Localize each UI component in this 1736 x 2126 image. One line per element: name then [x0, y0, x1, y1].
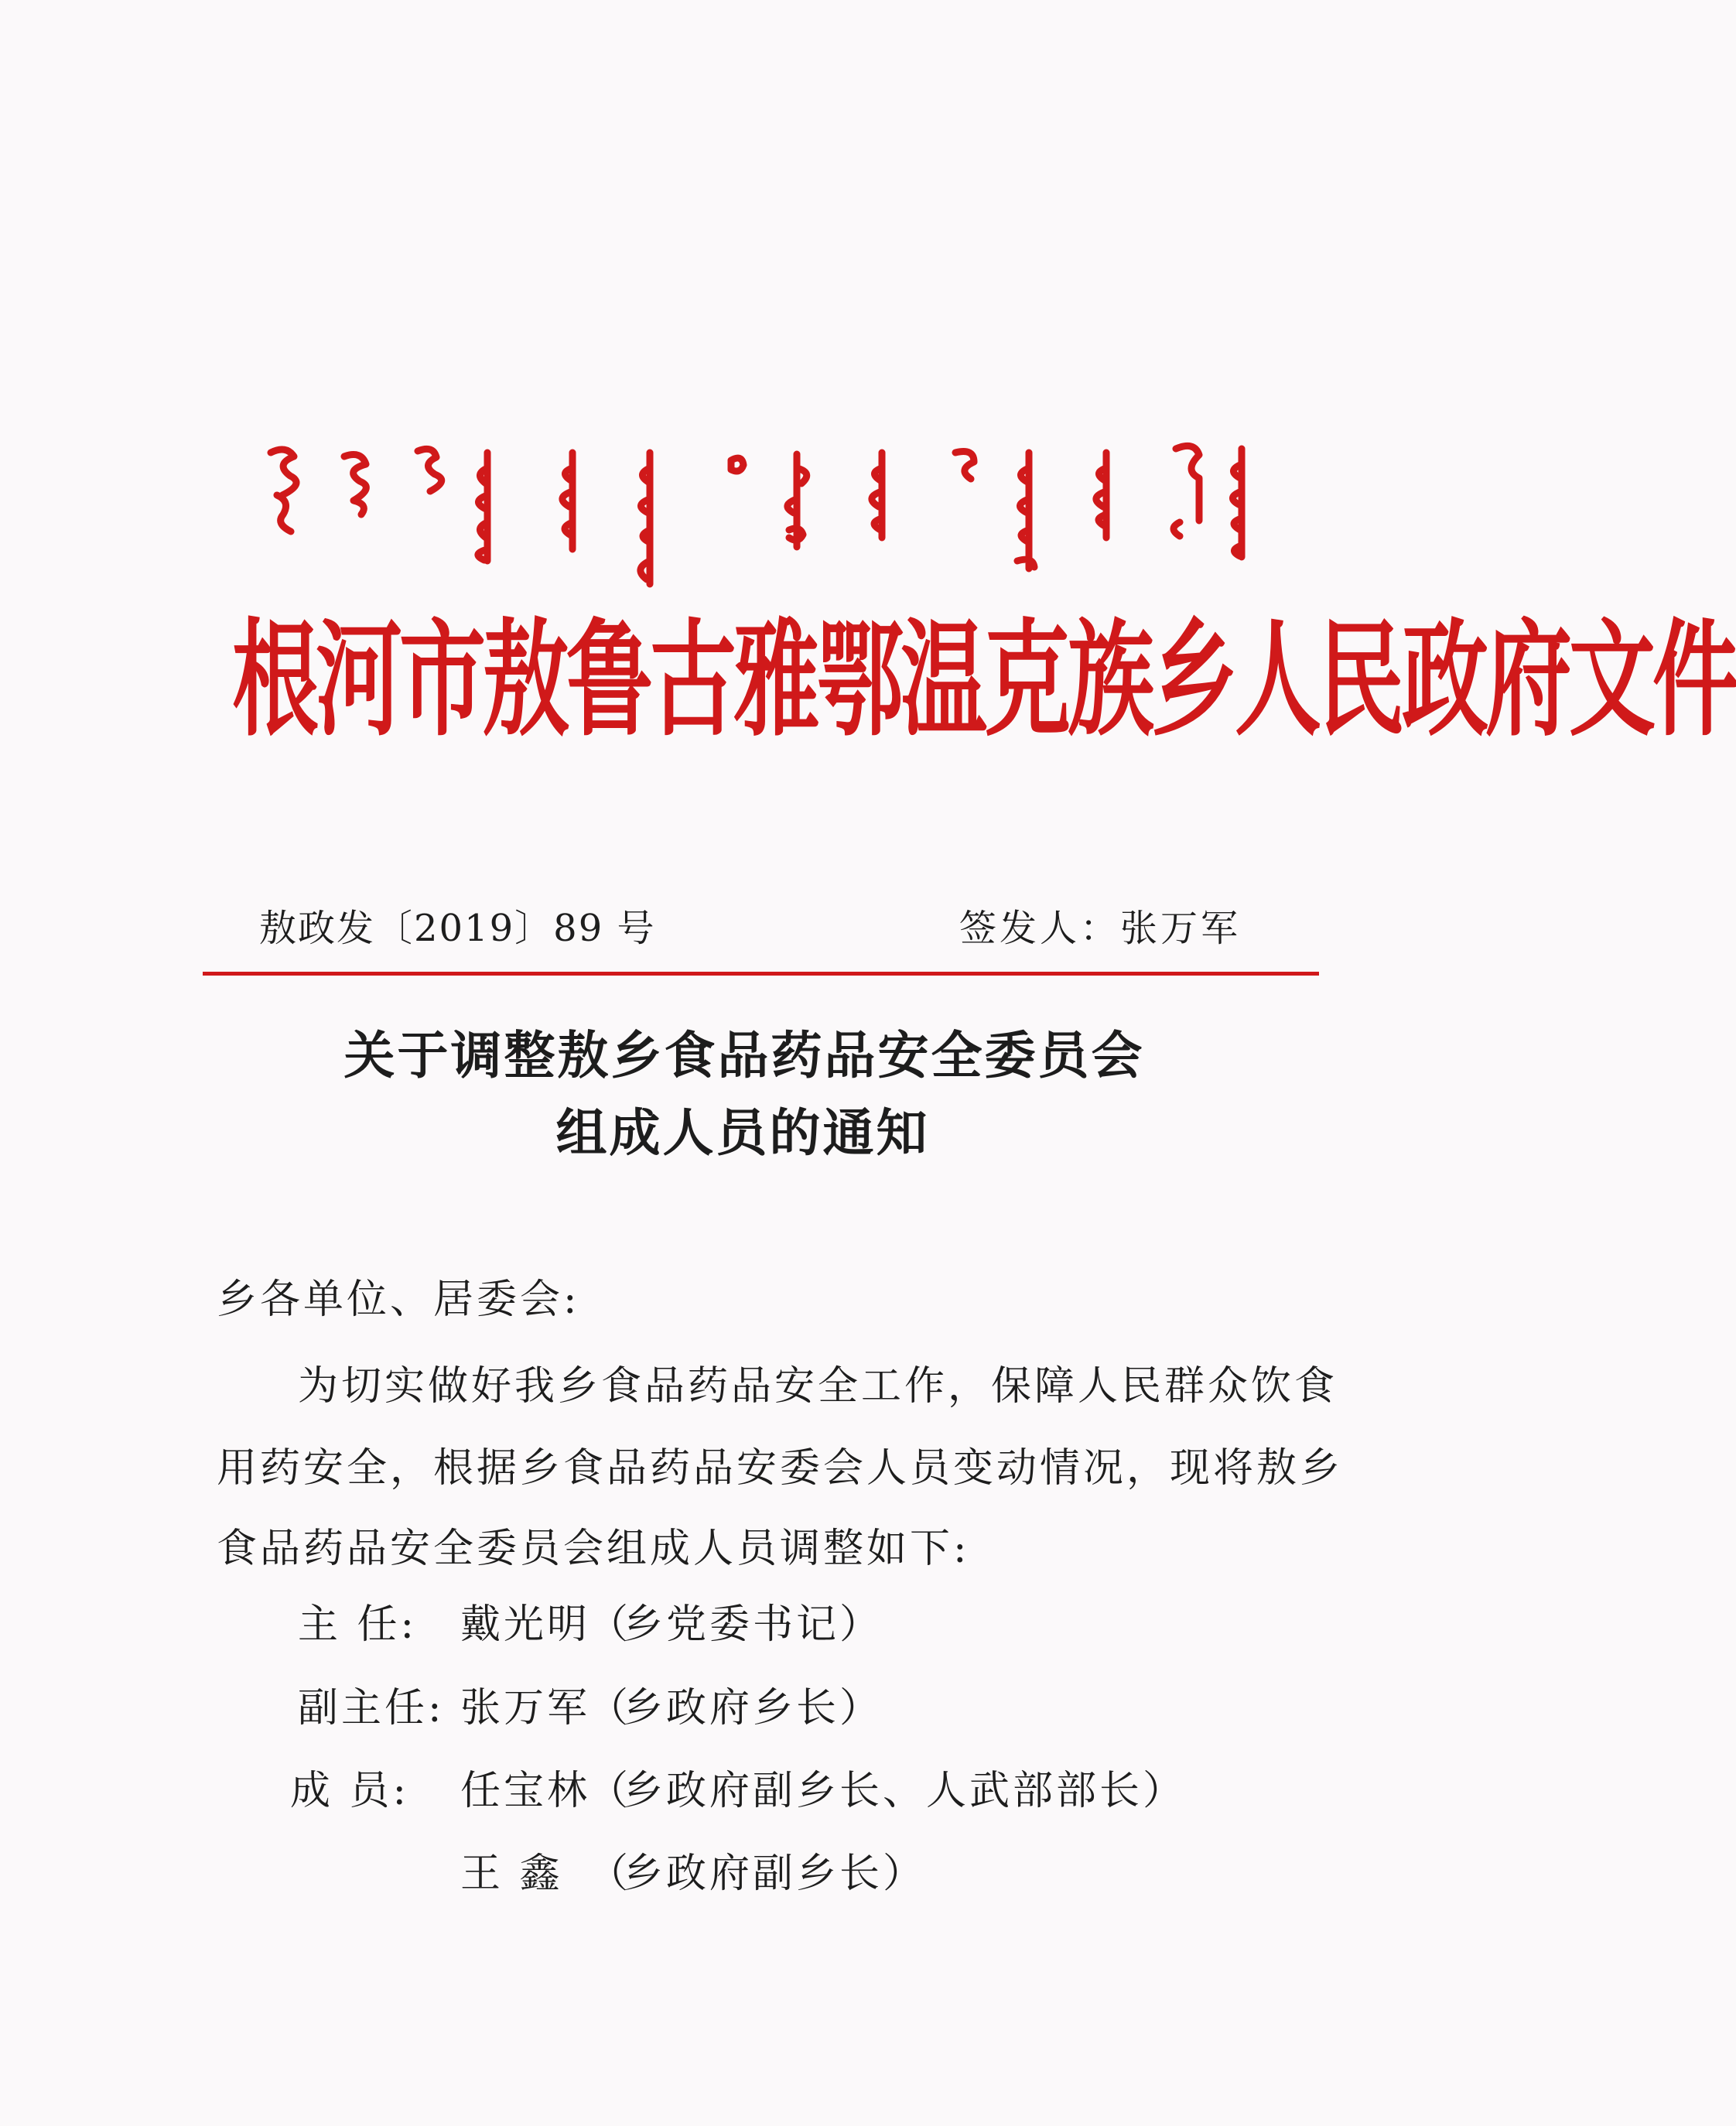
- issuing-authority-title: 根河市敖鲁古雅鄂温克族乡人民政府文件: [232, 607, 1736, 754]
- member-position: 乡政府副乡长）: [623, 1851, 927, 1897]
- member-row: [298, 1594, 1304, 1656]
- member-role: 副主任:: [298, 1685, 445, 1731]
- member-name: 戴光明: [460, 1601, 591, 1648]
- signer: 签发人：张万军: [959, 907, 1242, 950]
- salutation: 乡各单位、居委会:: [217, 1277, 580, 1323]
- paragraph-line: 食品药品安全委员会组成人员调整如下:: [217, 1526, 970, 1572]
- member-paren: （: [588, 1768, 632, 1814]
- document-number: 敖政发〔2019〕89 号: [259, 907, 656, 950]
- member-row: [298, 1677, 1304, 1739]
- member-paren: （: [588, 1601, 632, 1648]
- header-divider: [203, 972, 1319, 976]
- member-position: 乡党委书记）: [623, 1601, 883, 1648]
- notice-title-line-2: 组成人员的通知: [555, 1103, 930, 1163]
- member-paren: （: [588, 1851, 632, 1897]
- member-position: 乡政府副乡长、人武部部长）: [623, 1768, 1187, 1814]
- paragraph-line: 用药安全，根据乡食品药品安委会人员变动情况，现将敖乡: [217, 1445, 1344, 1492]
- member-row: [298, 1843, 1304, 1905]
- member-role: 成 员:: [290, 1768, 410, 1814]
- member-paren: （: [588, 1685, 632, 1731]
- member-position: 乡政府乡长）: [623, 1685, 883, 1731]
- member-name: 任宝林: [460, 1768, 591, 1814]
- member-row: [290, 1760, 1296, 1822]
- paragraph-line: 为切实做好我乡食品药品安全工作，保障人民群众饮食: [298, 1363, 1338, 1410]
- member-name: 张万军: [460, 1685, 591, 1731]
- notice-title-line-1: 关于调整敖乡食品药品安全委员会: [343, 1026, 1145, 1085]
- member-role: 主 任:: [298, 1601, 418, 1648]
- member-name: 王 鑫: [460, 1851, 563, 1897]
